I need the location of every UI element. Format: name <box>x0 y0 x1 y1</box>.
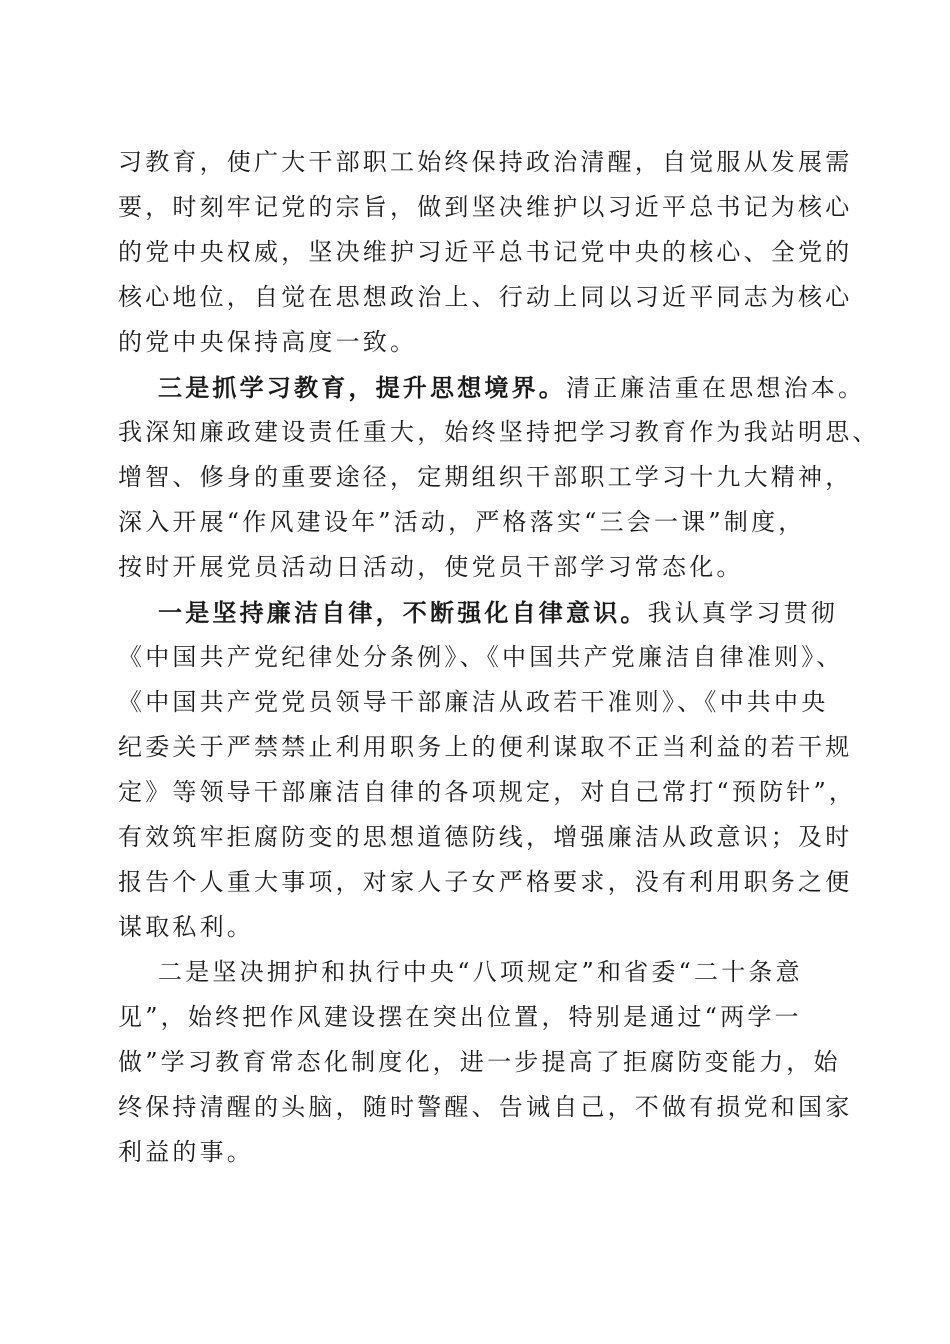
paragraph-text: 我认真学习贯彻 <box>647 599 839 627</box>
document-page <box>118 140 880 1175</box>
paragraph-line: 按时开展党员活动日活动，使党员干部学习常态化。 <box>118 553 744 581</box>
paragraph-line: 谋取私利。 <box>118 913 254 941</box>
paragraph-line: 的党中央权威，坚决维护习近平总书记党中央的核心、全党的 <box>118 238 853 266</box>
paragraph-2 <box>118 365 880 590</box>
paragraph-line: 增智、修身的重要途径，定期组织干部职工学习十九大精神， <box>118 463 853 491</box>
paragraph-first-line <box>118 365 866 410</box>
paragraph-line: 的党中央保持高度一致。 <box>118 328 418 356</box>
paragraph-line: 报告个人重大事项，对家人子女严格要求，没有利用职务之便 <box>118 868 853 896</box>
paragraph-line: 习教育，使广大干部职工始终保持政治清醒，自觉服从发展需 <box>118 148 853 176</box>
paragraph-line: 有效筑牢拒腐防变的思想道德防线，增强廉洁从政意识；及时 <box>118 823 853 851</box>
paragraph-text: 清正廉洁重在思想治本。 <box>566 374 866 402</box>
paragraph-line: 《中国共产党党员领导干部廉洁从政若干准则》、《中共中央 <box>118 688 829 716</box>
paragraph-lead-heading: 一是坚持廉洁自律，不断强化自律意识。 <box>158 598 648 627</box>
paragraph-3 <box>118 590 857 950</box>
paragraph-line: 终保持清醒的头脑，随时警醒、告诫自己，不做有损党和国家 <box>118 1093 853 1121</box>
paragraph-line: 纪委关于严禁禁止利用职务上的便利谋取不正当利益的若干规 <box>118 733 853 761</box>
paragraph-first-line: 二是坚决拥护和执行中央“八项规定”和省委“二十条意 <box>158 958 803 986</box>
paragraph-line: 利益的事。 <box>118 1138 254 1166</box>
paragraph-line: 见”，始终把作风建设摆在突出位置，特别是通过“两学一 <box>118 1003 802 1031</box>
paragraph-first-line <box>118 590 839 635</box>
paragraph-4 <box>118 950 853 1175</box>
paragraph-line: 深入开展“作风建设年”活动，严格落实“三会一课”制度， <box>118 508 806 536</box>
paragraph-lead-heading: 三是抓学习教育，提升思想境界。 <box>158 373 566 402</box>
paragraph-line: 做”学习教育常态化制度化，进一步提高了拒腐防变能力，始 <box>118 1048 841 1076</box>
paragraph-1 <box>118 140 853 365</box>
paragraph-line: 要，时刻牢记党的宗旨，做到坚决维护以习近平总书记为核心 <box>118 193 853 221</box>
paragraph-line: 核心地位，自觉在思想政治上、行动上同以习近平同志为核心 <box>118 283 853 311</box>
paragraph-line: 定》等领导干部廉洁自律的各项规定，对自己常打“预防针”， <box>118 778 857 806</box>
paragraph-line: 《中国共产党纪律处分条例》、《中国共产党廉洁自律准则》、 <box>118 643 844 671</box>
paragraph-line: 我深知廉政建设责任重大，始终坚持把学习教育作为我站明思、 <box>118 418 880 446</box>
